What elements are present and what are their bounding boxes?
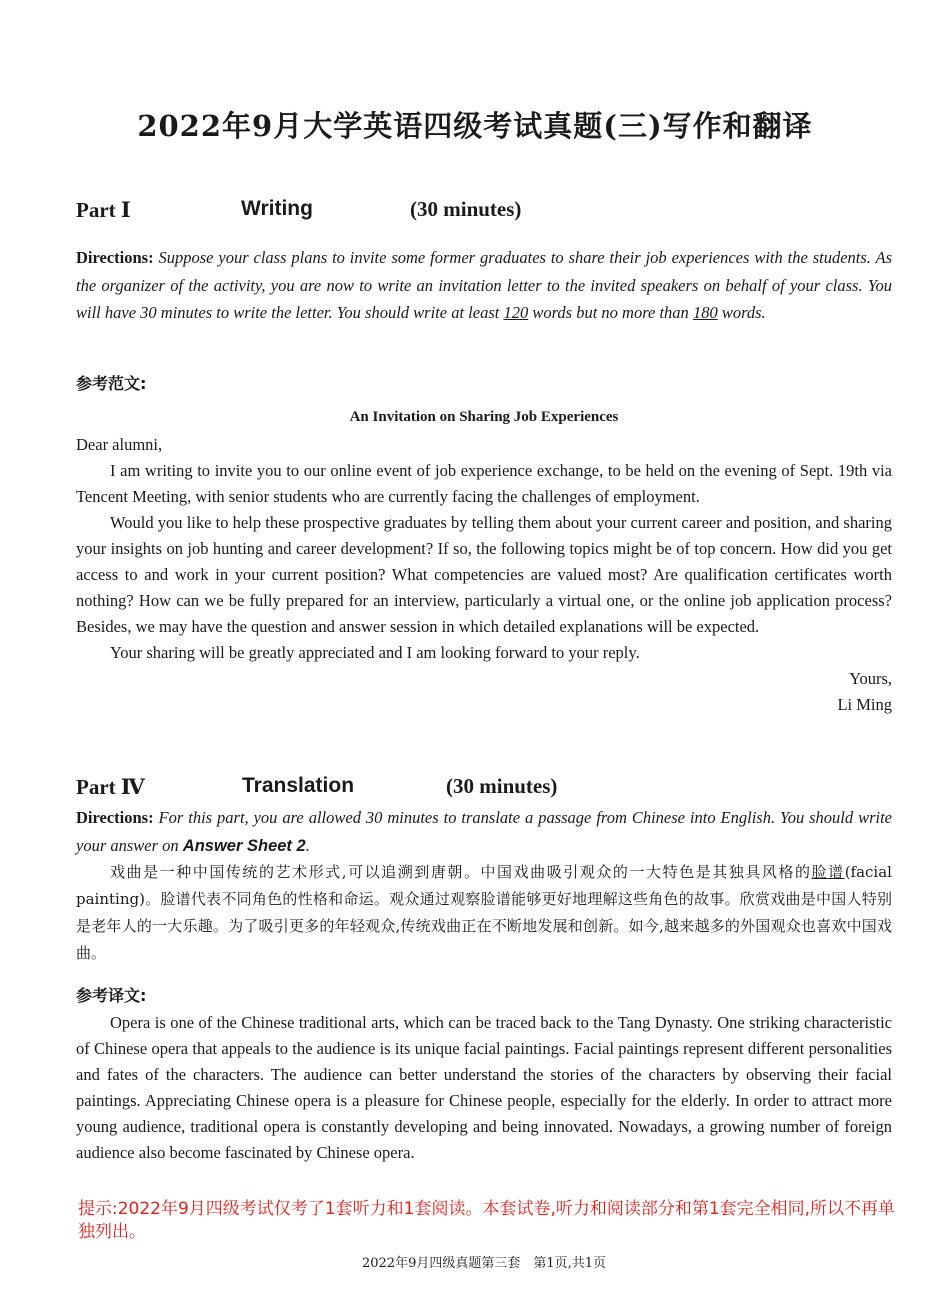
writing-directions-text-3: words. [717,303,766,322]
max-words: 180 [692,303,718,322]
chinese-passage-part-1: 戏曲是一种中国传统的艺术形式,可以追溯到唐朝。中国戏曲吸引观众的一大特色是其独具风格的 [110,863,812,881]
translation-directions-label: Directions: [76,808,154,827]
essay-closing: Yours, [849,669,892,688]
translation-part-time: (30 minutes) [446,774,558,798]
translation-directions-text: For this part, you are allowed 30 minutes to translate a passage from Chinese into English. You should write your answer on [76,808,893,855]
sample-essay-title: An Invitation on Sharing Job Experiences [349,409,619,425]
answer-sheet-ref: Answer Sheet 2 [182,836,306,855]
writing-part-time: (30 minutes) [410,197,522,221]
writing-directions-label: Directions: [76,248,154,267]
essay-salutation: Dear alumni, [76,435,163,454]
essay-paragraph: Your sharing will be greatly appreciated and I am looking forward to your reply. [110,643,640,662]
writing-directions-text: Suppose your class plans to invite some former graduates to share their job experiences with the students. As the organizer of the activity, you are now to write an invitation letter to the invited speakers on behalf of your class. You will have 30 minutes to write the letter. You should write at least [76,248,892,322]
page-footer: 2022年9月四级真题第三套 第1页,共1页 [361,1256,607,1271]
essay-signature: Li Ming [837,695,892,714]
min-words: 120 [503,303,529,322]
translation-directions-end: . [305,835,310,855]
reference-translation-text: Opera is one of the Chinese traditional arts, which can be traced back to the Tang Dynasty. One striking characteristic of Chinese opera that appeals to the audience is its unique facial paintings. Facial paintings represent different personalities and fates of the characters. The audience can better understand the stories of the characters by observing their facial paintings. Appreciating Chinese opera is a pleasure for Chinese people, especially for the elderly. In order to attract more young audience, traditional opera is constantly developing and being innovated. Nowadays, a growing number of foreign audience also become fascinated by Chinese opera. [76,1013,892,1162]
essay-paragraph: Would you like to help these prospective graduates by telling them about your current career and position, and sharing your insights on job hunting and career development? If so, the following topics might be of top concern. How did you get access to and work in your current position? What competencies are valued most? Are qualification certificates worth nothing? How can we be fully prepared for an interview, particularly a virtual one, or the online job application process? Besides, we may have the question and answer session in which detailed explanations will be expected. [76,513,892,636]
translation-part-number: Part Ⅳ [76,775,145,799]
chinese-passage-part-2: (facial painting)。脸谱代表不同角色的性格和命运。观众通过观察脸谱能够更好地理解这些角色的故事。欣赏戏曲是中国人特别是老年人的一大乐趣。为了吸引更多的年轻观众,传统戏曲正在不断地发展和创新。如今,越来越多的外国观众也喜欢中国戏曲。 [76,863,892,962]
translation-directions [76,804,892,860]
translation-part-name: Translation [242,774,355,797]
writing-part-name: Writing [241,197,313,220]
reference-translation [76,1010,892,1166]
chinese-passage [76,859,892,967]
page-title: 2022年9月大学英语四级考试真题(三)写作和翻译 [137,109,813,143]
writing-part-number: Part Ⅰ [76,198,131,222]
sample-essay [76,432,892,718]
reference-translation-label: 参考译文: [76,986,147,1005]
writing-directions [76,244,892,327]
chinese-passage-term: 脸谱 [811,863,845,881]
exam-note: 提示:2022年9月四级考试仅考了1套听力和1套阅读。本套试卷,听力和阅读部分和第1套完全相同,所以不再单独列出。 [78,1199,896,1242]
essay-paragraph: I am writing to invite you to our online event of job experience exchange, to be held on the evening of Sept. 19th via Tencent Meeting, with senior students who are currently facing the challenges of employment. [76,461,892,506]
writing-directions-text-2: words but no more than [528,303,693,322]
sample-essay-label: 参考范文: [76,374,147,393]
